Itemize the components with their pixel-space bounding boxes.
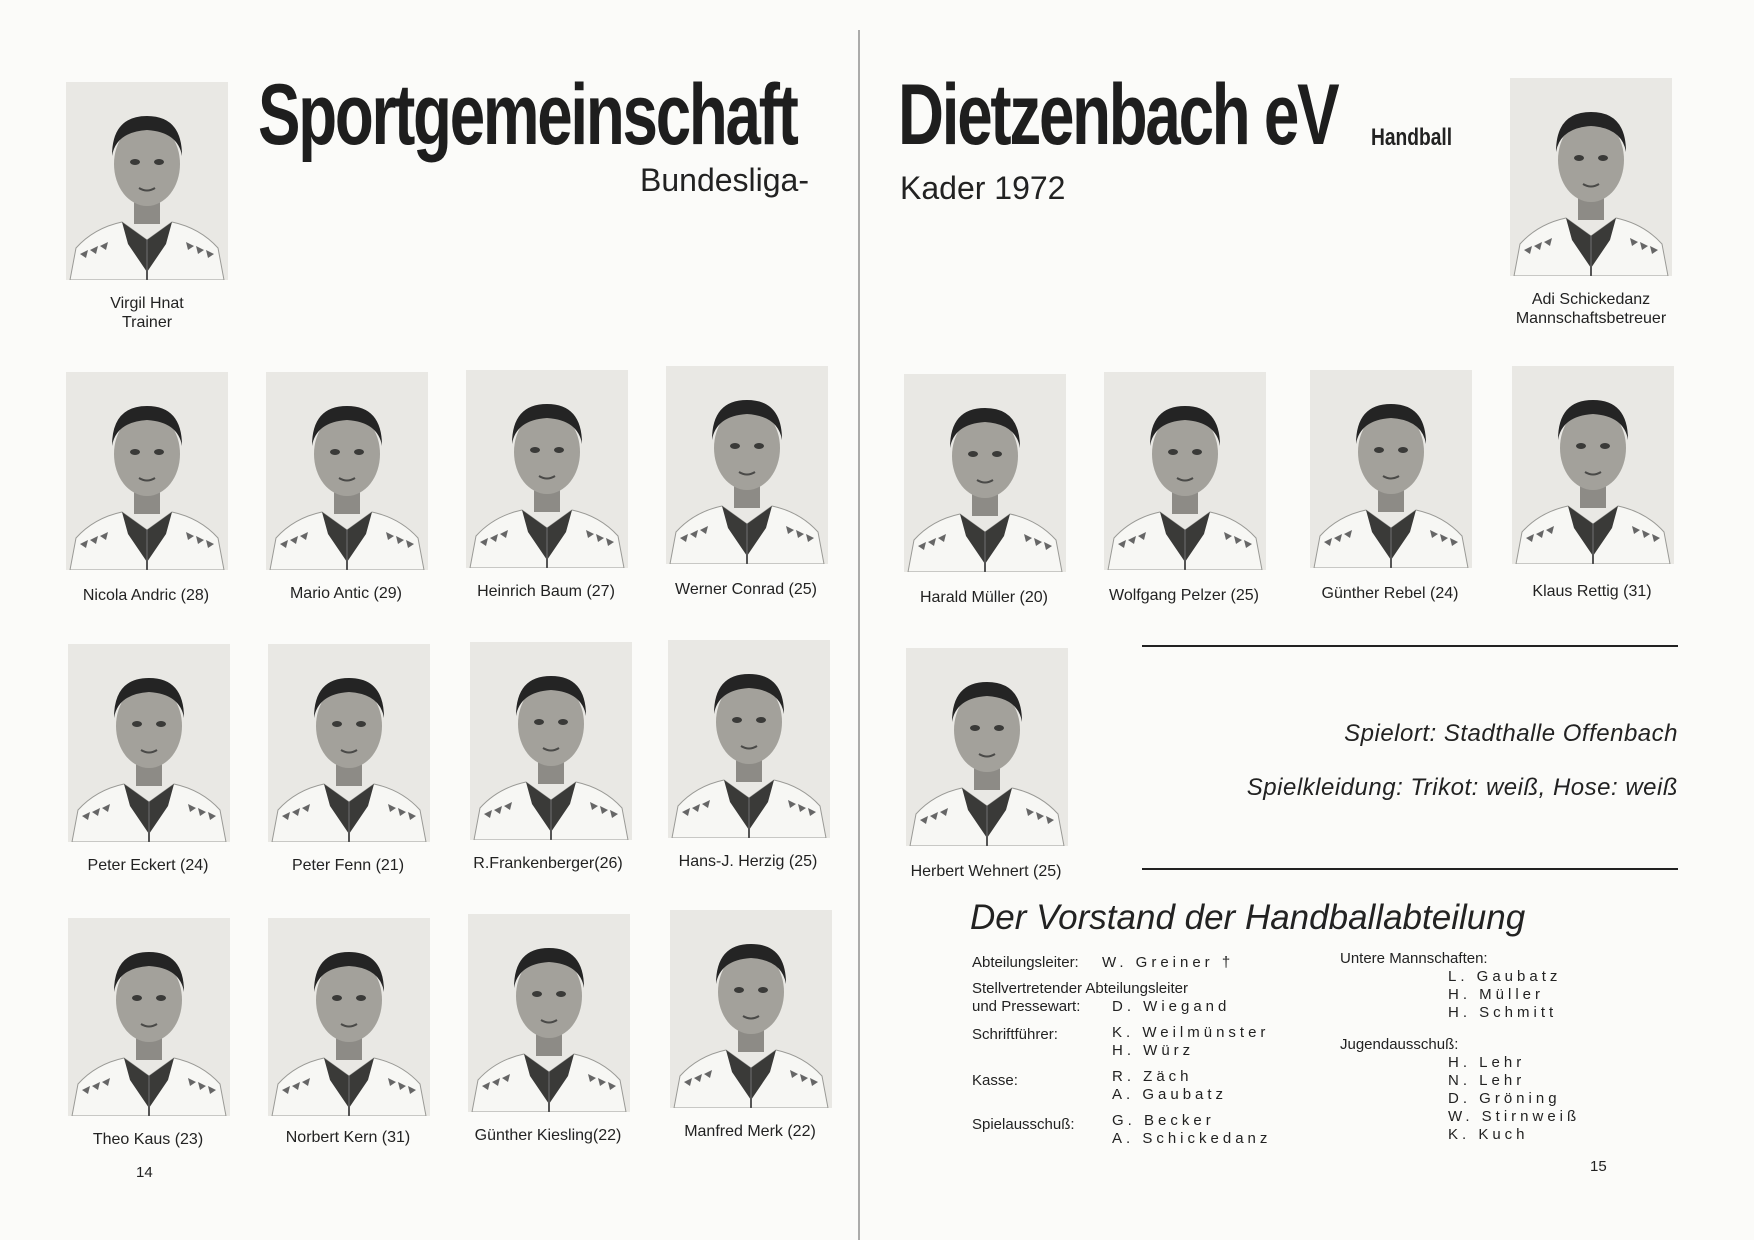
- kasse-name: A. Gaubatz: [1112, 1086, 1228, 1103]
- player-photo: [68, 644, 230, 842]
- player-caption: Günther Kiesling(22): [474, 1127, 622, 1144]
- jugend-name: D. Gröning: [1448, 1090, 1561, 1107]
- player-caption: Nicola Andric (28): [82, 587, 210, 604]
- betreuer-photo: [1510, 78, 1672, 276]
- player-photo: [906, 648, 1068, 846]
- betreuer-caption: [1480, 290, 1702, 328]
- player-photo: [1512, 366, 1674, 564]
- player-photo: [904, 374, 1066, 572]
- player-caption: Norbert Kern (31): [285, 1129, 411, 1146]
- spielort-text: Spielort: Stadthalle Offenbach: [1344, 720, 1678, 747]
- handball-label: Handball: [1371, 124, 1453, 151]
- jugend-label: Jugendausschuß:: [1340, 1036, 1459, 1053]
- player-photo: [666, 366, 828, 564]
- spiel-label: Spielausschuß:: [972, 1116, 1075, 1133]
- untere-name: H. Schmitt: [1448, 1004, 1558, 1021]
- player-caption: Manfred Merk (22): [684, 1123, 816, 1140]
- player-caption: Günther Rebel (24): [1321, 585, 1459, 602]
- schrift-label: Schriftführer:: [972, 1026, 1058, 1043]
- schrift-name: H. Würz: [1112, 1042, 1195, 1059]
- jugend-name: K. Kuch: [1448, 1126, 1529, 1143]
- spielkleidung-text: Spielkleidung: Trikot: weiß, Hose: weiß: [1246, 774, 1678, 801]
- trainer-role: Trainer: [121, 314, 173, 331]
- untere-name: L. Gaubatz: [1448, 968, 1562, 985]
- page-spine: [858, 30, 860, 1240]
- subtitle-right: Kader 1972: [900, 170, 1066, 206]
- page-number-right: 15: [1590, 1158, 1607, 1175]
- jugend-name: N. Lehr: [1448, 1072, 1526, 1089]
- betreuer-name: Adi Schickedanz: [1531, 291, 1651, 308]
- trainer-caption: [66, 294, 228, 332]
- page-number-left: 14: [136, 1164, 153, 1181]
- divider-rule-bottom: [1142, 868, 1678, 870]
- jugend-name: W. Stirnweiß: [1448, 1108, 1581, 1125]
- player-photo: [66, 372, 228, 570]
- kasse-label: Kasse:: [972, 1072, 1018, 1089]
- jugend-name: H. Lehr: [1448, 1054, 1526, 1071]
- untere-label: Untere Mannschaften:: [1340, 950, 1488, 967]
- stellv-label: Stellvertretender Abteilungsleiter: [972, 980, 1188, 997]
- player-caption: Hans-J. Herzig (25): [678, 853, 818, 870]
- trainer-photo: [66, 82, 228, 280]
- player-photo: [468, 914, 630, 1112]
- player-photo: [268, 918, 430, 1116]
- player-photo: [466, 370, 628, 568]
- player-caption: Harald Müller (20): [919, 589, 1049, 606]
- abteilungsleiter-label: Abteilungsleiter:: [972, 954, 1079, 971]
- spiel-name: A. Schickedanz: [1112, 1130, 1272, 1147]
- subtitle-left: Bundesliga-: [640, 162, 809, 198]
- player-photo: [68, 918, 230, 1116]
- player-caption: Herbert Wehnert (25): [910, 863, 1062, 880]
- player-photo: [1310, 370, 1472, 568]
- player-photo: [268, 644, 430, 842]
- vorstand-title: Der Vorstand der Handballabteilung: [970, 898, 1526, 937]
- player-photo: [1104, 372, 1266, 570]
- untere-name: H. Müller: [1448, 986, 1545, 1003]
- player-caption: R.Frankenberger(26): [473, 855, 623, 872]
- betreuer-role: Mannschaftsbetreuer: [1515, 310, 1667, 327]
- player-photo: [470, 642, 632, 840]
- player-caption: Heinrich Baum (27): [477, 583, 615, 600]
- player-caption: Mario Antic (29): [289, 585, 403, 602]
- title-left: Sportgemeinschaft: [258, 67, 797, 163]
- player-caption: Wolfgang Pelzer (25): [1109, 587, 1259, 604]
- player-caption: Peter Fenn (21): [291, 857, 405, 874]
- abteilungsleiter-name: W. Greiner †: [1102, 954, 1235, 971]
- kasse-name: R. Zäch: [1112, 1068, 1193, 1085]
- player-caption: Werner Conrad (25): [675, 581, 817, 598]
- divider-rule-top: [1142, 645, 1678, 647]
- presse-name: D. Wiegand: [1112, 998, 1231, 1015]
- player-photo: [266, 372, 428, 570]
- player-caption: Peter Eckert (24): [87, 857, 209, 874]
- spiel-name: G. Becker: [1112, 1112, 1215, 1129]
- player-photo: [670, 910, 832, 1108]
- presse-label: und Pressewart:: [972, 998, 1081, 1015]
- title-right: Dietzenbach eV: [898, 67, 1338, 163]
- player-caption: Theo Kaus (23): [92, 1131, 204, 1148]
- player-caption: Klaus Rettig (31): [1532, 583, 1652, 600]
- schrift-name: K. Weilmünster: [1112, 1024, 1270, 1041]
- trainer-name: Virgil Hnat: [110, 295, 184, 312]
- player-photo: [668, 640, 830, 838]
